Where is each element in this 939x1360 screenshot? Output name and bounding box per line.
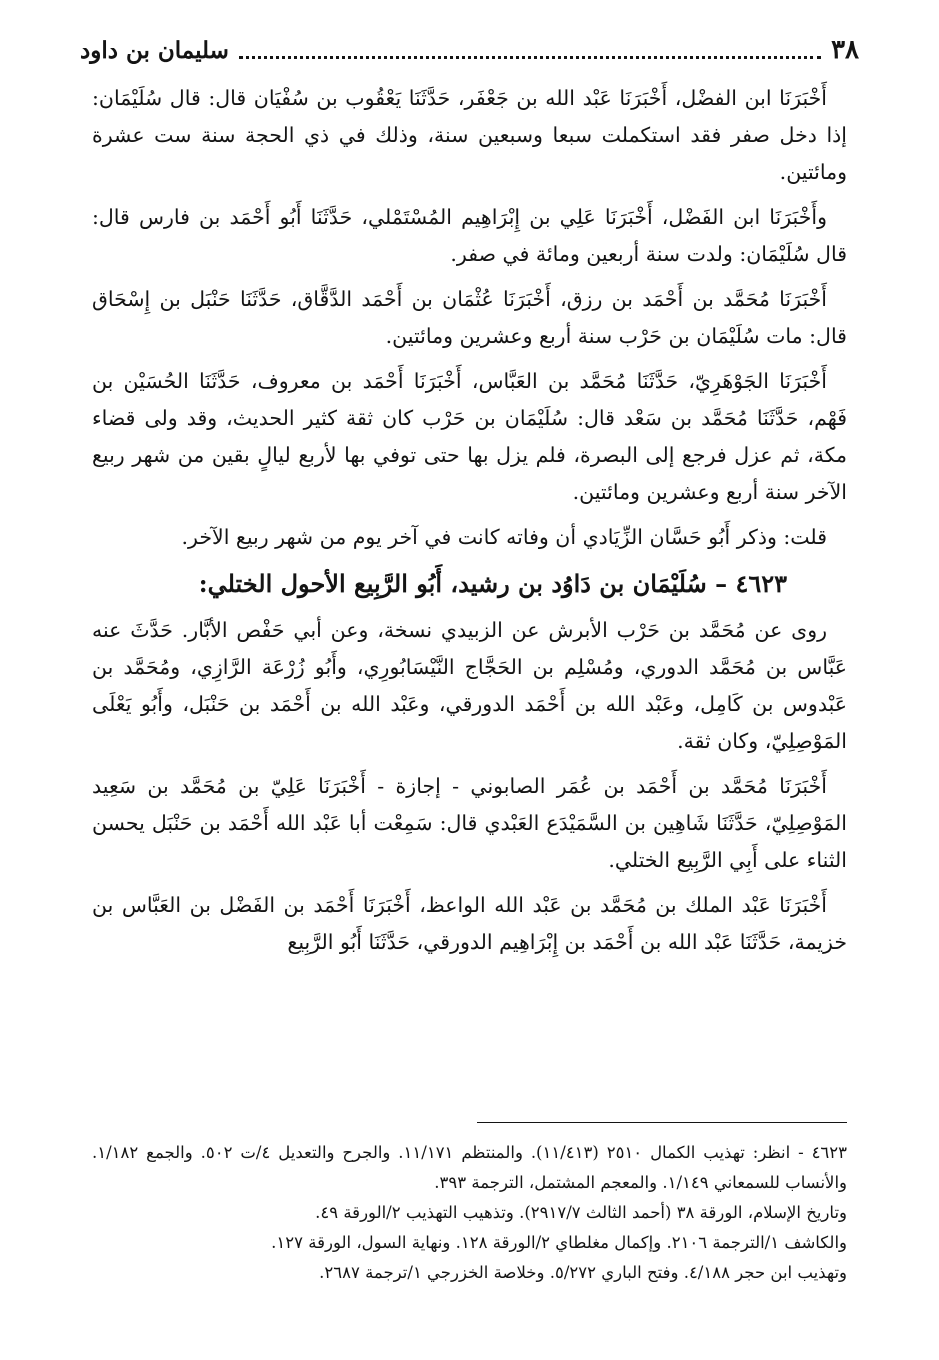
entry-heading <box>92 564 847 604</box>
footnotes <box>92 1138 847 1288</box>
paragraph: قلت: وذكر أَبُو حَسَّان الزِّيَادي أن وفاته كانت في آخر يوم من شهر ربيع الآخر. <box>181 525 827 549</box>
entry-title: – سُلَيْمَان بن دَاوُد بن رشيد، أَبُو الرَّبِيع الأحول الختلي: <box>198 569 728 598</box>
footnote-line: وتاريخ الإسلام، الورقة ٣٨ (أحمد الثالث ٢٩١٧/٧). وتذهيب التهذيب ٢/الورقة ٤٩. <box>315 1203 847 1222</box>
paragraph: أَخْبَرَنَا الجَوْهَرِيّ، حَدَّثَنَا مُحَمَّد بن العَبَّاس، أَخْبَرَنَا أَحْمَد بن معروف، حَدَّثَنَا الحُسَيْن بن فَهْم، حَدَّثَنَا مُحَمَّد بن سَعْد قال: سُلَيْمَان بن حَرْب كان ثقة كثير الحديث، وقد ولى قضاء مكة، ثم عزل فرجع إلى البصرة، فلم يزل بها حتى توفي بها لأربع ليالٍ بقين من شهر ربيع الآخر سنة أربع وعشرين ومائتين. <box>92 369 847 504</box>
footnote-line: وتهذيب ابن حجر ٤/١٨٨. وفتح الباري ٥/٢٧٢. وخلاصة الخزرجي ١/ترجمة ٢٦٨٧. <box>319 1263 847 1282</box>
page-number: ٣٨ <box>831 35 859 65</box>
page-body <box>92 80 847 969</box>
paragraph: روى عن مُحَمَّد بن حَرْب الأبرش عن الزبيدي نسخة، وعن أبي حَفْص الأبَّار. حَدَّثَ عنه عَبَّاس بن مُحَمَّد الدوري، ومُسْلِم بن الحَجَّاج النَّيْسَابُورِي، وأَبُو زُرْعَة الرَّازِي، ومُحَمَّد بن عَبْدوس بن كَامِل، وعَبْد الله بن أَحْمَد الدورقي، وعَبْد الله بن أَحْمَد بن حَنْبَل، وأَبُو يَعْلَى المَوْصِلِيّ، وكان ثقة. <box>92 618 847 753</box>
paragraph: أَخْبَرَنَا عَبْد الملك بن مُحَمَّد بن عَبْد الله الواعظ، أَخْبَرَنَا أَحْمَد بن الفَضْل بن العَبَّاس بن خزيمة، حَدَّثَنَا عَبْد الله بن أَحْمَد بن إِبْرَاهِيم الدورقي، حَدَّثَنَا أَبُو الرَّبِيع <box>92 893 847 954</box>
footnote-separator <box>477 1122 847 1123</box>
running-title: سليمان بن داود <box>80 36 229 64</box>
paragraph: أَخْبَرَنَا ابن الفضْل، أَخْبَرَنَا عَبْد الله بن جَعْفَر، حَدَّثَنَا يَعْقُوب بن سُفْيَان قال: قال سُلَيْمَان: إذا دخل صفر فقد استكملت سبعا وسبعين سنة، وذلك في ذي الحجة سنة ست عشرة ومائتين. <box>92 86 847 184</box>
entry-number: ٤٦٢٣ <box>735 569 787 598</box>
footnote-line: ٤٦٢٣ - انظر: تهذيب الكمال ٢٥١٠ (١١/٤١٣). والمنتظم ١١/١٧١. والجرح والتعديل ٤/ت ٥٠٢. والجمع ١/١٨٢. والأنساب للسمعاني ١/١٤٩. والمعجم المشتمل، الترجمة ٣٩٣. <box>92 1143 848 1192</box>
page-header <box>80 30 859 70</box>
footnote-line: والكاشف ١/الترجمة ٢١٠٦. وإكمال مغلطاي ٢/الورقة ١٢٨. ونهاية السول، الورقة ١٢٧. <box>271 1233 847 1252</box>
paragraph: وأَخْبَرَنَا ابن الفَضْل، أَخْبَرَنَا عَلِي بن إِبْرَاهِيم المُسْتَمْلي، حَدَّثَنَا أَبُو أَحْمَد بن فارس قال: قال سُلَيْمَان: ولدت سنة أربعين ومائة في صفر. <box>92 205 847 266</box>
paragraph: أَخْبَرَنَا مُحَمَّد بن أَحْمَد بن رزق، أَخْبَرَنَا عُثْمَان بن أَحْمَد الدَّقَّاق، حَدَّثَنَا حَنْبَل بن إِسْحَاق قال: مات سُلَيْمَان بن حَرْب سنة أربع وعشرين ومائتين. <box>92 287 847 348</box>
paragraph: أَخْبَرَنَا مُحَمَّد بن أَحْمَد بن عُمَر الصابوني - إجازة - أَخْبَرَنَا عَلِيّ بن مُحَمَّد بن سَعِيد المَوْصِلِيّ، حَدَّثَنَا شَاهِين بن السَّمَيْدَع العَبْدي قال: سَمِعْت أبا عَبْد الله أَحْمَد بن حَنْبَل يحسن الثناء على أَبِي الرَّبِيع الختلي. <box>92 774 847 872</box>
header-dotted-leader <box>239 42 821 59</box>
